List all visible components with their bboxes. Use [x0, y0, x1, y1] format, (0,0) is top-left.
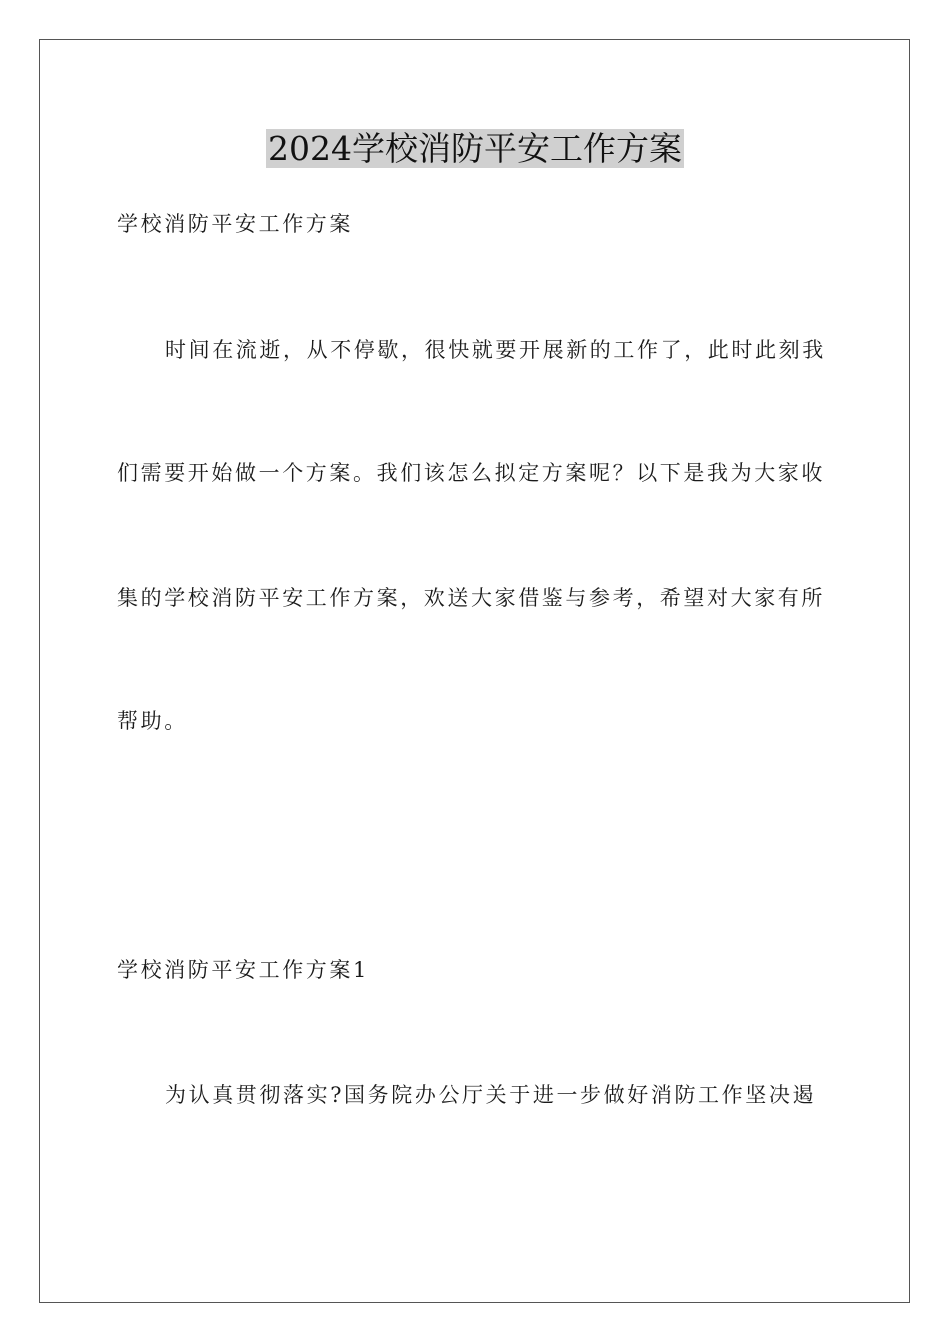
section-heading: 学校消防平安工作方案1 — [117, 958, 369, 982]
intro-line: 时间在流逝，从不停歇，很快就要开展新的工作了，此时此刻我 — [165, 338, 826, 362]
document-title — [0, 124, 950, 174]
intro-line: 帮助。 — [117, 709, 188, 733]
document-subtitle: 学校消防平安工作方案 — [117, 212, 353, 236]
intro-line: 集的学校消防平安工作方案，欢送大家借鉴与参考，希望对大家有所 — [117, 586, 825, 610]
section-line: 为认真贯彻落实?国务院办公厅关于进一步做好消防工作坚决遏 — [165, 1083, 817, 1107]
intro-line: 们需要开始做一个方案。我们该怎么拟定方案呢？以下是我为大家收 — [117, 461, 825, 485]
document-title-text: 2024学校消防平安工作方案 — [268, 129, 682, 168]
